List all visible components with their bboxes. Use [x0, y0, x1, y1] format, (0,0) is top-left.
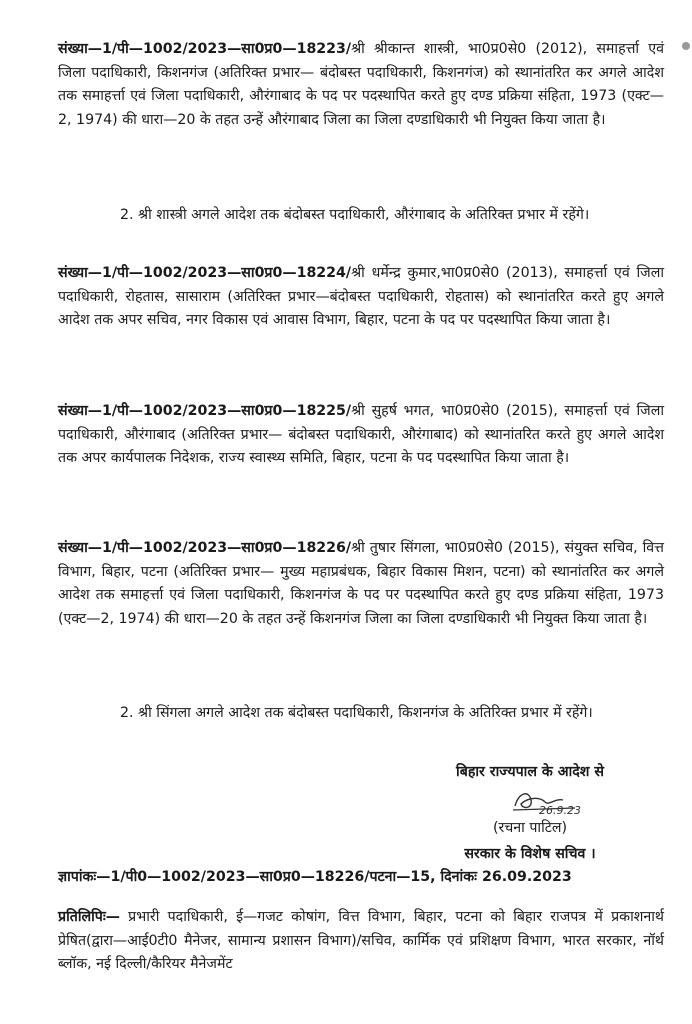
order-number: संख्या—1/पी—1002/2023—सा0प्र0—18224/: [58, 265, 352, 281]
order-text: श्री तुषार सिंगला, भा0प्र0से0 (2015), संयुक्त सचिव, वित्त विभाग, बिहार, पटना (अतिरिक्त प्रभार— मुख्य महाप्रबंधक, बिहार विकास मिशन, पटना) को स्थानांतरित कर अगले आदेश तक समाहर्त्ता एवं जिला पदाधिकारी, किशनगंज के पद पर पदस्थापित करते हुए दण्ड प्रक्रिया संहिता, 1973 (एक्ट—2, 1974) की धारा—20 के तहत उन्हें किशनगंज जिला का जिला दण्डाधिकारी भी नियुक्त किया जाता है।: [58, 540, 664, 627]
order-text: श्री श्रीकान्त शास्त्री, भा0प्र0से0 (2012), समाहर्त्ता एवं जिला पदाधिकारी, किशनगंज (अतिरिक्त प्रभार— बंदोबस्त पदाधिकारी, किशनगंज) को स्थानांतरित कर अगले आदेश तक समाहर्त्ता एवं जिला पदाधिकारी, औरंगाबाद के पद पर पदस्थापित करते हुए दण्ड प्रक्रिया संहिता, 1973 (एक्ट—2, 1974) की धारा—20 के तहत उन्हें औरंगाबाद जिला का जिला दण्डाधिकारी भी नियुक्त किया जाता है।: [58, 41, 664, 128]
copy-section: [58, 906, 664, 977]
copy-label: प्रतिलिपिः—: [58, 909, 120, 925]
handwritten-signature: [505, 786, 595, 818]
order-number: संख्या—1/पी—1002/2023—सा0प्र0—18225/: [58, 403, 352, 419]
order-18223: [58, 38, 664, 132]
signatory-designation: सरकार के विशेष सचिव ।: [464, 846, 596, 862]
margin-mark: [682, 42, 690, 50]
order-18223-sub: [58, 204, 664, 228]
memo-date: 26.09.2023: [481, 869, 572, 885]
copy-text: प्रभारी पदाधिकारी, ई—गजट कोषांग, वित्त विभाग, बिहार, पटना को बिहार राजपत्र में प्रकाशनार्थ प्रेषित(द्वारा—आई0टी0 मैनेजर, सामान्य प्रशासन विभाग)/सचिव, कार्मिक एवं प्रशिक्षण विभाग, भारत सरकार, नॉर्थ ब्लॉक, नई दिल्ली/कैरियर मैनेजमेंट: [58, 909, 664, 973]
order-18226-sub: [58, 702, 664, 726]
memo-label: ज्ञापांकः—1/पी0—1002/2023—सा0प्र0—18226/पटना—15, दिनांकः: [58, 869, 477, 885]
signatory-name: (रचना पाटिल): [492, 820, 568, 836]
signature-date: 26.9.23: [539, 804, 581, 817]
sub-clause: 2. श्री सिंगला अगले आदेश तक बंदोबस्त पदाधिकारी, किशनगंज के अतिरिक्त प्रभार में रहेंगे।: [120, 705, 593, 721]
order-18225: [58, 400, 664, 471]
order-18226: [58, 537, 664, 631]
order-number: संख्या—1/पी—1002/2023—सा0प्र0—18223/: [58, 41, 352, 57]
signing-authority: बिहार राज्यपाल के आदेश से: [456, 764, 604, 780]
order-text: श्री धर्मेन्द्र कुमार,भा0प्र0से0 (2013), समाहर्त्ता एवं जिला पदाधिकारी, रोहतास, सासाराम (अतिरिक्त प्रभार—बंदोबस्त पदाधिकारी, रोहतास) को स्थानांतरित करते हुए अगले आदेश तक अपर सचिव, नगर विकास एवं आवास विभाग, बिहार, पटना के पद पर पदस्थापित किया जाता है।: [58, 265, 664, 329]
order-number: संख्या—1/पी—1002/2023—सा0प्र0—18226/: [58, 540, 352, 556]
memo-line: [58, 866, 668, 888]
order-text: श्री सुहर्ष भगत, भा0प्र0से0 (2015), समाहर्त्ता एवं जिला पदाधिकारी, औरंगाबाद (अतिरिक्त प्रभार— बंदोबस्त पदाधिकारी, औरंगाबाद) को स्थानांतरित करते हुए अगले आदेश तक अपर कार्यपालक निदेशक, राज्य स्वास्थ्य समिति, बिहार, पटना के पद पदस्थापित किया जाता है।: [58, 403, 664, 467]
sub-clause: 2. श्री शास्त्री अगले आदेश तक बंदोबस्त पदाधिकारी, औरंगाबाद के अतिरिक्त प्रभार में रहेंगे।: [120, 207, 590, 223]
order-18224: [58, 262, 664, 333]
